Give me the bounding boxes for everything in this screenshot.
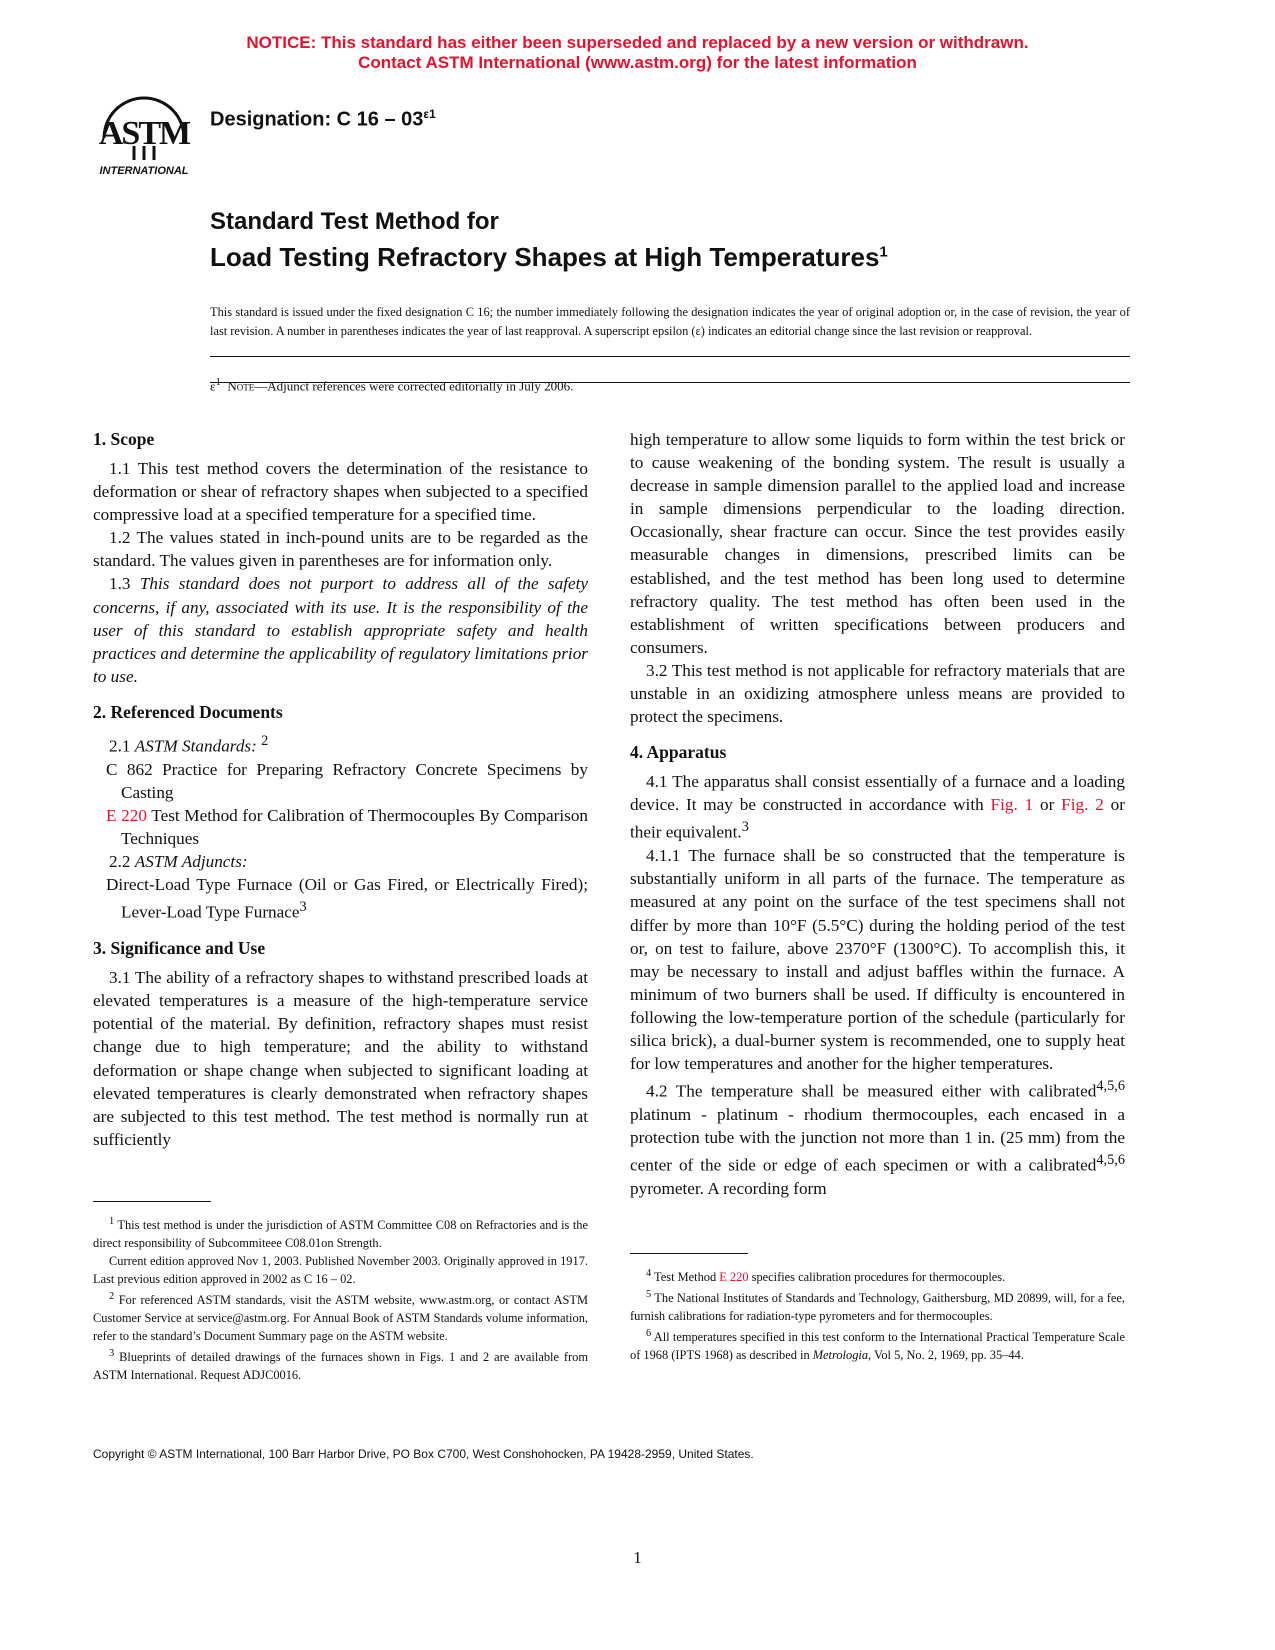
para-1-3-num: 1.3 — [109, 574, 140, 594]
title-line-1: Standard Test Method for — [210, 208, 499, 235]
footnote-1b: Current edition approved Nov 1, 2003. Published November 2003. Originally approved in 1917. Last previous edition approved in 2002 as C 16 – 02. — [93, 1254, 588, 1287]
para-4-1-1: 4.1.1 The furnace shall be so constructed that the temperature is substantially uniform in all parts of the furnace. The temperature as measured at any point on the surface of the test specimens shall not differ by more than 10°F (5.5°C) during the holding period of the test or, on test to failure, above 2370°F (1300°C). To accomplish this, it may be necessary to install and adjust baffles within the furnace. A minimum of two burners shall be used. If difficulty is encountered in following the low-temperature portion of the schedule (particularly for silica brick), a dual-burner system is recommended, one to supply heat for low temperatures and another for the higher temperatures. — [630, 846, 1125, 1074]
left-column — [93, 428, 588, 1151]
para-2-1 — [93, 730, 588, 758]
para-4-2-text-c: pyrometer. A recording form — [630, 1179, 827, 1199]
footnote-2 — [93, 1288, 588, 1345]
notice-line-1: NOTICE: This standard has either been superseded and replaced by a new version or withdrawn. — [246, 33, 1029, 52]
para-4-2 — [630, 1075, 1125, 1200]
para-4-2-sup-2: 4,5,6 — [1096, 1152, 1125, 1169]
section-1-heading: 1. Scope — [93, 429, 155, 449]
epsilon-sup: 1 — [215, 376, 221, 388]
ref-e220-link[interactable]: E 220 — [106, 805, 147, 825]
para-4-1-text-c: or their equivalent. — [630, 795, 1125, 843]
footnote-4 — [630, 1265, 1125, 1286]
footnote-3-sup: 3 — [109, 1348, 115, 1360]
para-1-3-text: This standard does not purport to address all of the safety concerns, if any, associated with its use. It is the responsibility of the user of this standard to establish appropriate safety and health practices and determine the applicability of regulatory limitations prior to use. — [93, 574, 588, 686]
para-2-2 — [93, 850, 588, 873]
fig-2-link[interactable]: Fig. 2 — [1061, 795, 1104, 815]
footnote-4-text-a: Test Method — [651, 1270, 720, 1285]
footnote-4-text-b: specifies calibration procedures for thermocouples. — [748, 1270, 1006, 1285]
notice-banner — [0, 33, 1275, 73]
footnotes-right — [630, 1265, 1125, 1364]
para-4-2-text-b: platinum - platinum - rhodium thermocouples, each encased in a protection tube with the junction not more than 1 in. (25 mm) from the center of the side or edge of each specimen or with a calibrated — [630, 1105, 1125, 1175]
para-1-2: 1.2 The values stated in inch-pound units are to be regarded as the standard. The values given in parentheses are for information only. — [93, 528, 588, 571]
fig-1-link[interactable]: Fig. 1 — [990, 795, 1034, 815]
ref-e220-text: Test Method for Calibration of Thermocouples By Comparison Techniques — [121, 805, 589, 849]
rule-bottom — [210, 382, 1130, 383]
designation — [210, 107, 436, 132]
notice-line-2: Contact ASTM International (www.astm.org) for the latest information — [358, 53, 917, 72]
footnote-6-journal: Metrologia, — [812, 1348, 872, 1363]
footnote-3 — [93, 1345, 588, 1384]
para-4-1 — [630, 770, 1125, 844]
para-1-3 — [93, 572, 588, 687]
right-column — [630, 428, 1125, 1200]
footnote-1 — [93, 1213, 588, 1252]
adjunct-text: Direct-Load Type Furnace (Oil or Gas Fired, or Electrically Fired); Lever-Load Type Furnace — [106, 875, 588, 923]
para-4-1-text-a: 4.1 The apparatus shall consist essentially of a furnace and a loading device. It may be constructed in accordance with — [630, 772, 1125, 815]
para-3-1-continued: high temperature to allow some liquids to form within the test brick or to cause weakening of the bonding system. The result is usually a decrease in sample dimension parallel to the applied load and increase in sample dimensions perpendicular to the loading direction. Occasionally, shear fracture can occur. Since the test provides easily measurable changes in dimensions, prescribed limits can be established, and the test method has been long used to determine refractory quality. The test method has often been used in the establishment of written specifications between producers and consumers. — [630, 430, 1125, 657]
footnote-5-sup: 5 — [646, 1289, 652, 1301]
footnote-3-text: Blueprints of detailed drawings of the furnaces shown in Figs. 1 and 2 are available from ASTM International. Request ADJC0016. — [93, 1350, 588, 1383]
footnote-rule-right — [630, 1253, 748, 1254]
footnote-6 — [630, 1325, 1125, 1364]
note-label: Note — [227, 378, 255, 394]
footnote-5 — [630, 1286, 1125, 1325]
footnote-2-text: For referenced ASTM standards, visit the ASTM website, www.astm.org, or contact ASTM Customer Service at service@astm.org. For Annual Book of ASTM Standards volume information, refer to the standard’s Document Summary page on the ASTM website. — [93, 1293, 588, 1344]
epsilon-symbol: ε — [210, 378, 216, 394]
adjunct-item — [93, 873, 588, 924]
footnote-4-e220-link[interactable]: E 220 — [719, 1270, 749, 1285]
adjunct-sup: 3 — [299, 899, 307, 916]
footnote-6-text-a: All temperatures specified in this test conform to the International Practical Temperature Scale of 1968 (IPTS 1968) as described in — [630, 1330, 1125, 1363]
editorial-note — [210, 376, 573, 394]
para-2-1-text: ASTM Standards: — [134, 736, 257, 756]
astm-logo — [90, 86, 198, 178]
para-3-1: 3.1 The ability of a refractory shapes to withstand prescribed loads at elevated temperatures is a measure of the high-temperature service potential of the material. By definition, refractory shapes must resist change due to high temperature; and the ability to withstand deformation or shape change when subjected to significant loading at elevated temperatures is clearly demonstrated when refractory shapes are subjected to this test method. The test method is normally run at sufficiently — [93, 968, 588, 1149]
page-number: 1 — [633, 1548, 642, 1567]
para-3-2: 3.2 This test method is not applicable for refractory materials that are unstable in an oxidizing atmosphere unless means are provided to protect the specimens. — [630, 660, 1125, 727]
para-4-1-sup: 3 — [741, 819, 749, 836]
footnotes-left — [93, 1213, 588, 1384]
para-2-1-num: 2.1 — [109, 736, 135, 756]
designation-sup: ε1 — [423, 107, 436, 121]
designation-label: Designation: C 16 – 03 — [210, 108, 424, 131]
para-4-2-text-a: 4.2 The temperature shall be measured either with calibrated — [646, 1081, 1097, 1101]
title-line-2 — [210, 242, 888, 273]
ref-c862: C 862 Practice for Preparing Refractory Concrete Specimens by Casting — [106, 759, 588, 802]
copyright-line: Copyright © ASTM International, 100 Barr Harbor Drive, PO Box C700, West Conshohocken, PA 19428-2959, United States. — [93, 1447, 754, 1461]
footnote-2-sup: 2 — [109, 1291, 115, 1303]
section-4-heading: 4. Apparatus — [630, 742, 727, 763]
issuance-statement: This standard is issued under the fixed designation C 16; the number immediately following the designation indicates the year of original adoption or, in the case of revision, the year of last revision. A number in parentheses indicates the year of last reapproval. A superscript epsilon (ε) indicates an editorial change since the last revision or reapproval. — [210, 305, 1130, 338]
rule-top — [210, 356, 1130, 357]
footnote-6-sup: 6 — [646, 1328, 652, 1340]
para-4-1-text-b: or — [1033, 795, 1062, 815]
para-2-2-num: 2.2 — [109, 852, 135, 872]
logo-text: INTERNATIONAL — [99, 165, 189, 177]
section-3-heading: 3. Significance and Use — [93, 938, 266, 959]
title-text: Load Testing Refractory Shapes at High Temperatures — [210, 242, 880, 272]
para-1-1: 1.1 This test method covers the determination of the resistance to deformation or shear of refractory shapes when subjected to a specified compressive load at a specified temperature for a specified time. — [93, 459, 588, 525]
para-2-1-sup: 2 — [261, 732, 269, 749]
footnote-1-sup: 1 — [109, 1216, 115, 1227]
ref-e220 — [93, 804, 588, 850]
footnote-4-sup: 4 — [646, 1268, 652, 1279]
logo-letters: ASTM — [98, 115, 190, 152]
title-sup: 1 — [879, 243, 888, 261]
para-2-2-text: ASTM Adjuncts: — [134, 852, 248, 872]
section-2-heading: 2. Referenced Documents — [93, 701, 283, 722]
note-text: —Adjunct references were corrected editorially in July 2006. — [254, 378, 574, 394]
para-4-2-sup-1: 4,5,6 — [1096, 1078, 1125, 1095]
footnote-1-text: This test method is under the jurisdiction of ASTM Committee C08 on Refractories and is the direct responsibility of Subcommiteee C08.01on Strength. — [93, 1218, 588, 1251]
footnote-5-text: The National Institutes of Standards and Technology, Gaithersburg, MD 20899, will, for a fee, furnish calibrations for radiation-type pyrometers and for thermocouples. — [630, 1291, 1125, 1324]
footnote-rule-left — [93, 1201, 211, 1202]
footnote-6-text-b: Vol 5, No. 2, 1969, pp. 35–44. — [871, 1348, 1024, 1363]
